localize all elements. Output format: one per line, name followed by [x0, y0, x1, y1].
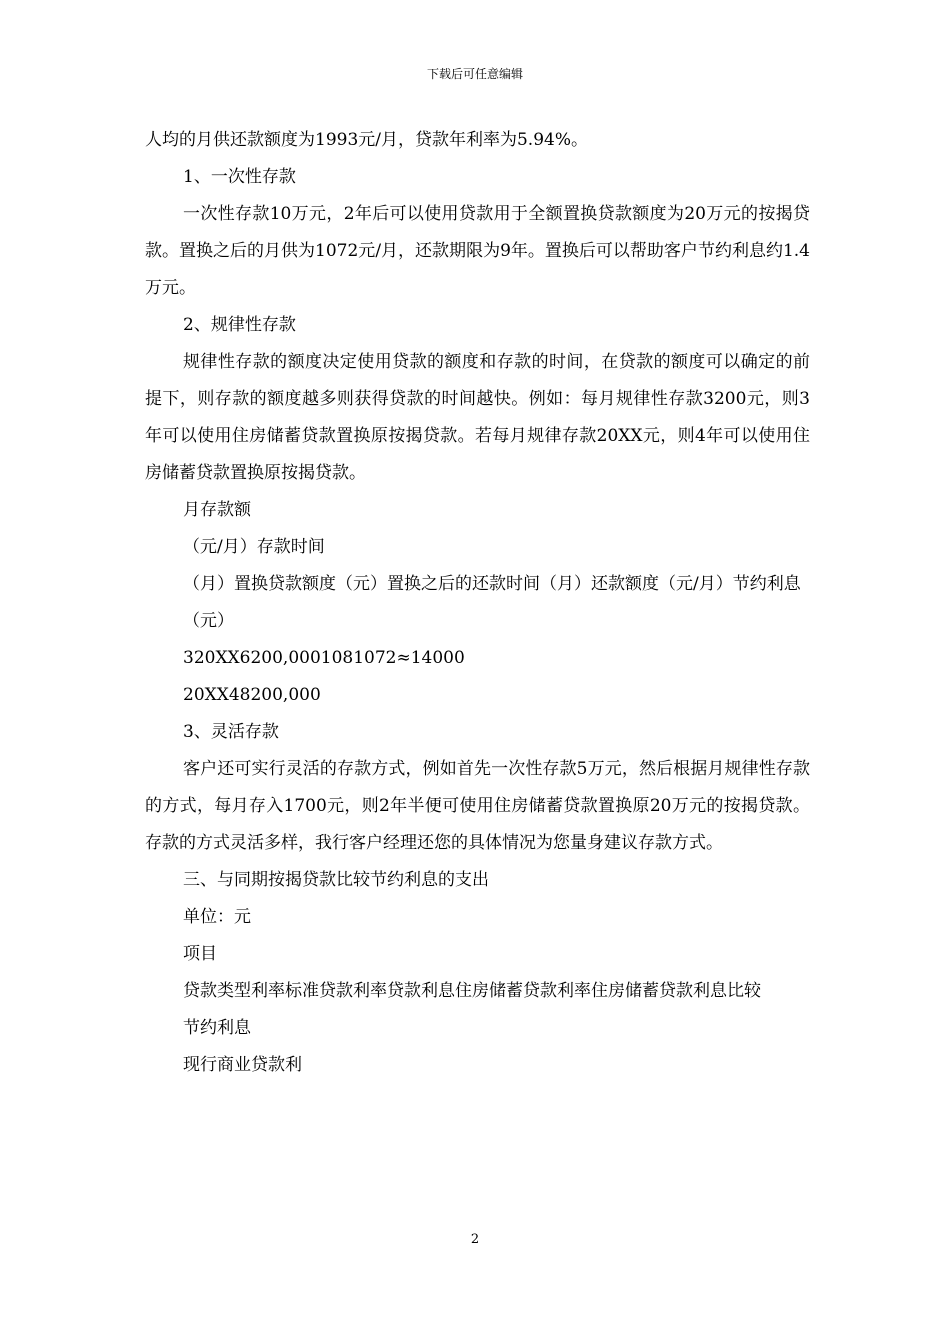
- heading-regular-deposit: 2、规律性存款: [183, 315, 296, 335]
- paragraph-monthly-payment: 人均的月供还款额度为1993元/月，贷款年利率为5.94%。: [145, 130, 588, 150]
- page-header: 下载后可任意编辑: [426, 67, 523, 81]
- table-header-columns: 贷款类型利率标准贷款利率贷款利息住房储蓄贷款利率住房储蓄贷款利息比较: [183, 981, 761, 1001]
- section-heading-interest-comparison: 三、与同期按揭贷款比较节约利息的支出: [183, 870, 489, 890]
- table-header-unit: （元）: [183, 611, 234, 631]
- heading-flexible-deposit: 3、灵活存款: [183, 722, 279, 742]
- paragraph-flexible-deposit: 客户还可实行灵活的存款方式，例如首先一次性存款5万元，然后根据月规律性存款的方式，每月存入1700元，则2年半便可使用住房储蓄贷款置换原20万元的按揭贷款。存款的方式灵活多样，我行客户经理还您的具体情况为您量身建议存款方式。: [145, 759, 810, 853]
- document-body: [145, 122, 810, 1084]
- table-header-interest-saved: 节约利息: [183, 1018, 251, 1038]
- table-row: 320XX6200,0001081072≈14000: [183, 648, 465, 668]
- table-row: 20XX48200,000: [183, 685, 321, 705]
- page-number: 2: [470, 1232, 480, 1247]
- paragraph-regular-deposit: 规律性存款的额度决定使用贷款的额度和存款的时间，在贷款的额度可以确定的前提下，则存款的额度越多则获得贷款的时间越快。例如：每月规律性存款3200元，则3年可以使用住房储蓄贷款置换原按揭贷款。若每月规律存款20XX元，则4年可以使用住房储蓄贷款置换原按揭贷款。: [145, 352, 810, 483]
- table-header-deposit-time: （元/月）存款时间: [183, 537, 325, 557]
- unit-label: 单位：元: [183, 907, 251, 927]
- table-header-item: 项目: [183, 944, 217, 964]
- heading-lump-sum-deposit: 1、一次性存款: [183, 167, 296, 187]
- table-row-label: 现行商业贷款利: [183, 1055, 302, 1075]
- paragraph-lump-sum-deposit: 一次性存款10万元，2年后可以使用贷款用于全额置换贷款额度为20万元的按揭贷款。置换之后的月供为1072元/月，还款期限为9年。置换后可以帮助客户节约利息约1.4万元。: [145, 204, 810, 298]
- table-header-columns: （月）置换贷款额度（元）置换之后的还款时间（月）还款额度（元/月）节约利息: [183, 574, 801, 594]
- table-header-monthly-deposit: 月存款额: [183, 500, 251, 520]
